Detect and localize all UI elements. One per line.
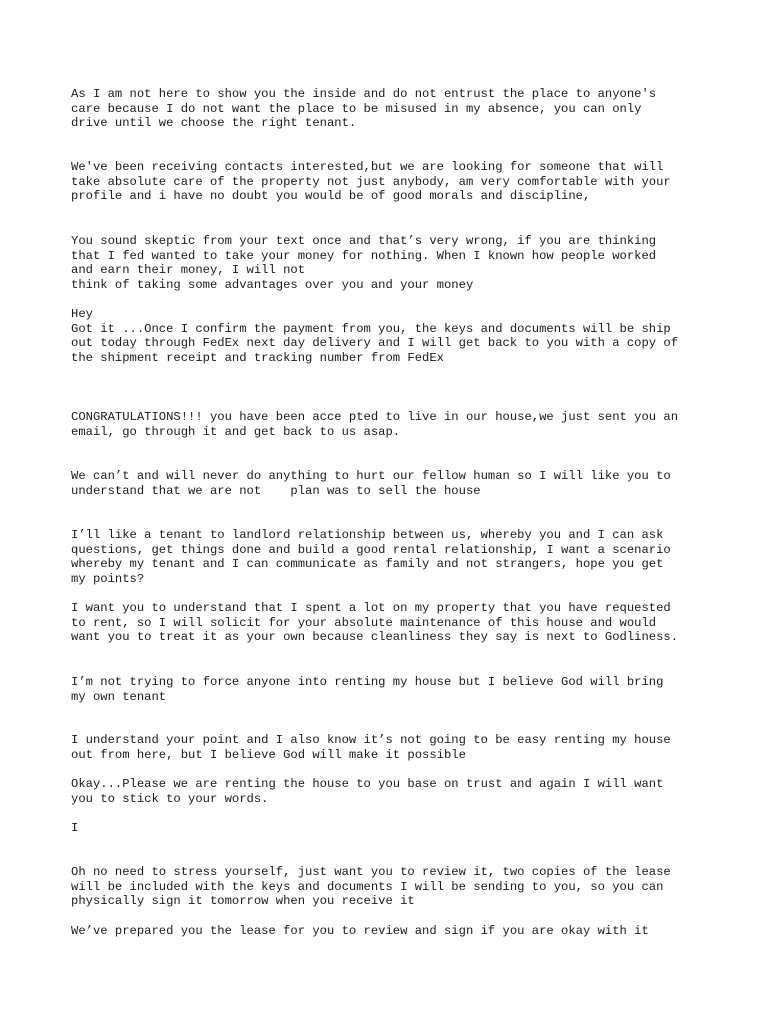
paragraph-god-tenant: I’m not trying to force anyone into renting my house but I believe God will bring my own tenant (71, 675, 664, 704)
paragraph-tenant-search: We've been receiving contacts interested,but we are looking for someone that will take absolute care of the property not just anybody, am very comfortable with your profile and i have no doubt you would be of good morals and discipline, (71, 160, 671, 204)
paragraph-access: As I am not here to show you the inside and do not entrust the place to anyone's care because I do not want the place to be misused in my absence, you can only drive until we choose the right tenant. (71, 87, 657, 131)
paragraph-lease-review: We’ve prepared you the lease for you to review and sign if you are okay with it (71, 924, 649, 938)
paragraph-relationship: I’ll like a tenant to landlord relationship between us, whereby you and I can ask questions, get things done and build a good rental relationship, I want a scenario whereby my tenant and I can communicate as family and not strangers, hope you get my points? (71, 528, 671, 587)
paragraph-no-harm: We can’t and will never do anything to hurt our fellow human so I will like you to understand that we are not plan was to sell the house (71, 469, 671, 498)
paragraph-congratulations: CONGRATULATIONS!!! you have been acce pted to live in our house,we just sent you an email, go through it and get back to us asap. (71, 410, 679, 439)
paragraph-payment-fedex: Hey Got it ...Once I confirm the payment from you, the keys and documents will be ship out today through FedEx next day delivery and I will get back to you with a copy of the shipment receipt and tracking number from FedEx (71, 307, 679, 366)
paragraph-trust: Okay...Please we are renting the house to you base on trust and again I will want you to stick to your words. (71, 777, 664, 806)
paragraph-understand: I understand your point and I also know it’s not going to be easy renting my house out from here, but I believe God will make it possible (71, 733, 671, 762)
paragraph-skeptic: You sound skeptic from your text once and that’s very wrong, if you are thinking that I fed wanted to take your money for nothing. When I known how people worked and earn their money, I will not think of taking some advantages over you and your money (71, 234, 657, 293)
paragraph-maintenance: I want you to understand that I spent a lot on my property that you have requested to rent, so I will solicit for your absolute maintenance of this house and would want you to treat it as your own because cleanliness they say is next to Godliness. (71, 601, 679, 645)
paragraph-fragment: I (71, 821, 79, 835)
paragraph-lease-copies: Oh no need to stress yourself, just want you to review it, two copies of the lease will be included with the keys and documents I will be sending to you, so you can physically sign it tomorrow when you receive it (71, 865, 671, 909)
